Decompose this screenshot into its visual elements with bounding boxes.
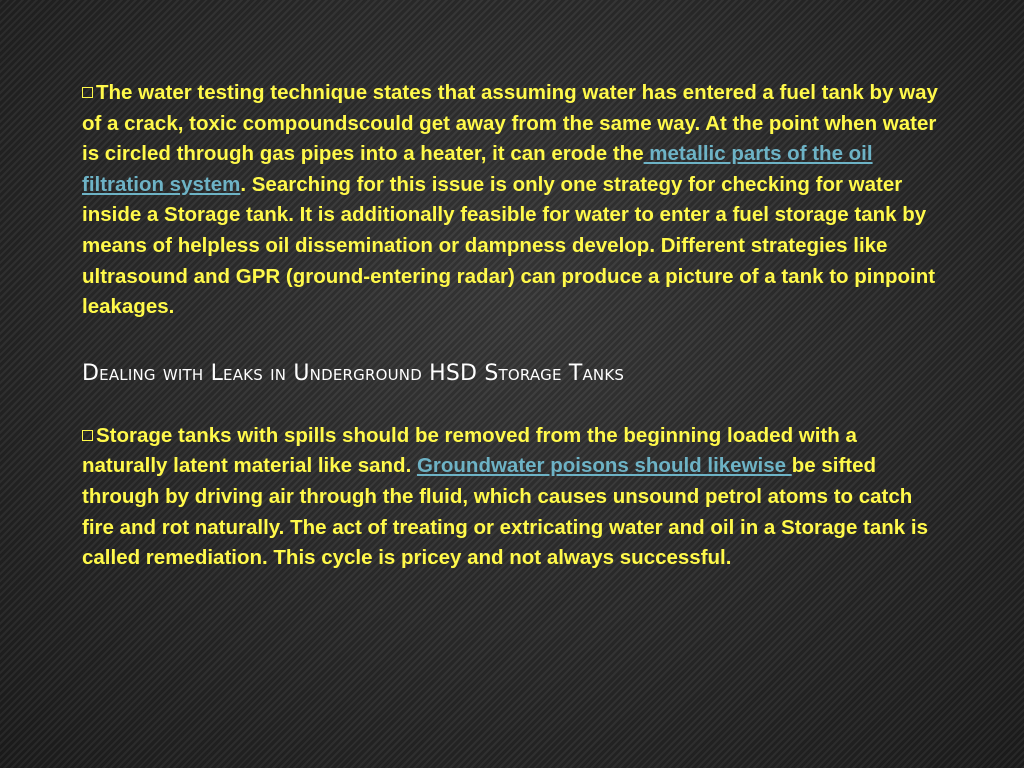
paragraph1-text-after-link: . Searching for this issue is only one strategy for checking for water inside a Storage tank. It is additionally feasible for water to enter a fuel storage tank by means of helpless oil dissemination or dampness develop. Different strategies like ultrasound and GPR (ground-entering radar) can produce a picture of a tank to pinpoint leakages. — [82, 172, 936, 319]
paragraph2-text-after-link: be sifted through by driving air through the fluid, which causes unsound petrol atoms to catch fire and rot naturally. The act of treating or extricating water and oil in a Storage tank is called remediation. This cycle is pricey and not always successful. — [82, 454, 928, 570]
slide-content — [82, 78, 942, 574]
groundwater-poisons-link[interactable]: Groundwater poisons should likewise — [416, 454, 792, 478]
metallic-parts-link[interactable]: metallic parts of the oil filtration system — [82, 142, 873, 196]
paragraph-water-testing — [82, 78, 942, 323]
hollow-square-bullet-icon — [82, 87, 93, 98]
paragraph2-text-before-link: Storage tanks with spills should be removed from the beginning loaded with a naturally latent material like sand. — [82, 423, 857, 478]
section-heading: Dealing with Leaks in Underground HSD Storage Tanks — [82, 360, 625, 386]
paragraph-storage-tanks — [82, 421, 942, 574]
hollow-square-bullet-icon — [82, 430, 93, 441]
paragraph1-text-before-link: The water testing technique states that assuming water has entered a fuel tank by way of a crack, toxic compoundscould get away from the same way. At the point when water is circled through gas pipes into a heater, it can erode the — [82, 81, 938, 166]
